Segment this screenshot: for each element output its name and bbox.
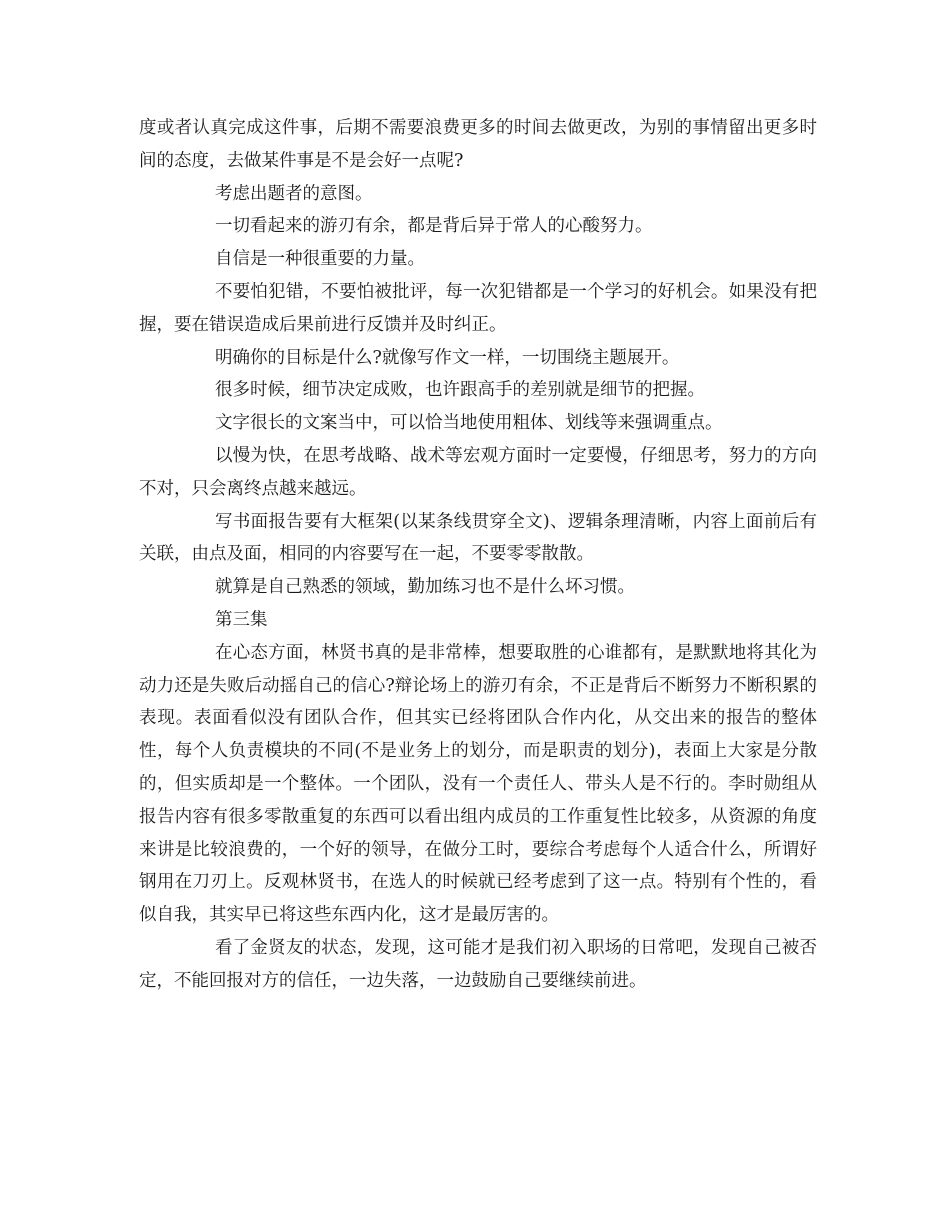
paragraph: 考虑出题者的意图。 bbox=[215, 183, 373, 204]
paragraph: 不要怕犯错，不要怕被批评，每一次犯错都是一个学习的好机会。如果没有把握，要在错误造成后果前进行反馈并及时纠正。 bbox=[139, 281, 817, 335]
document-body bbox=[139, 112, 817, 998]
paragraph: 一切看起来的游刃有余，都是背后异于常人的心酸努力。 bbox=[215, 216, 653, 237]
paragraph: 文字很长的文案当中，可以恰当地使用粗体、划线等来强调重点。 bbox=[215, 413, 723, 434]
paragraph: 写书面报告要有大框架(以某条线贯穿全文)、逻辑条理清晰，内容上面前后有关联，由点及面，相同的内容要写在一起，不要零零散散。 bbox=[139, 511, 817, 565]
paragraph: 在心态方面，林贤书真的是非常棒，想要取胜的心谁都有，是默默地将其化为动力还是失败后动摇自己的信心?辩论场上的游刃有余，不正是背后不断努力不断积累的表现。表面看似没有团队合作，但其实已经将团队合作内化，从交出来的报告的整体性，每个人负责模块的不同(不是业务上的划分，而是职责的划分)，表面上大家是分散的，但实质却是一个整体。一个团队，没有一个责任人、带头人是不行的。李时勋组从报告内容有很多零散重复的东西可以看出组内成员的工作重复性比较多，从资源的角度来讲是比较浪费的，一个好的领导，在做分工时，要综合考虑每个人适合什么，所谓好钢用在刀刃上。反观林贤书，在选人的时候就已经考虑到了这一点。特别有个性的，看似自我，其实早已将这些东西内化，这才是最厉害的。 bbox=[139, 642, 817, 926]
section-heading: 第三集 bbox=[215, 609, 268, 630]
paragraph: 自信是一种很重要的力量。 bbox=[215, 249, 425, 270]
paragraph: 以慢为快，在思考战略、战术等宏观方面时一定要慢，仔细思考，努力的方向不对，只会离终点越来越远。 bbox=[139, 445, 817, 499]
paragraph: 就算是自己熟悉的领域，勤加练习也不是什么坏习惯。 bbox=[215, 577, 635, 598]
paragraph: 很多时候，细节决定成败，也许跟高手的差别就是细节的把握。 bbox=[215, 380, 705, 401]
paragraph: 看了金贤友的状态，发现，这可能才是我们初入职场的日常吧，发现自己被否定，不能回报对方的信任，一边失落，一边鼓励自己要继续前进。 bbox=[139, 937, 817, 991]
paragraph-continued: 度或者认真完成这件事，后期不需要浪费更多的时间去做更改，为别的事情留出更多时间的态度，去做某件事是不是会好一点呢? bbox=[139, 118, 817, 171]
paragraph: 明确你的目标是什么?就像写作文一样，一切围绕主题展开。 bbox=[215, 347, 680, 368]
